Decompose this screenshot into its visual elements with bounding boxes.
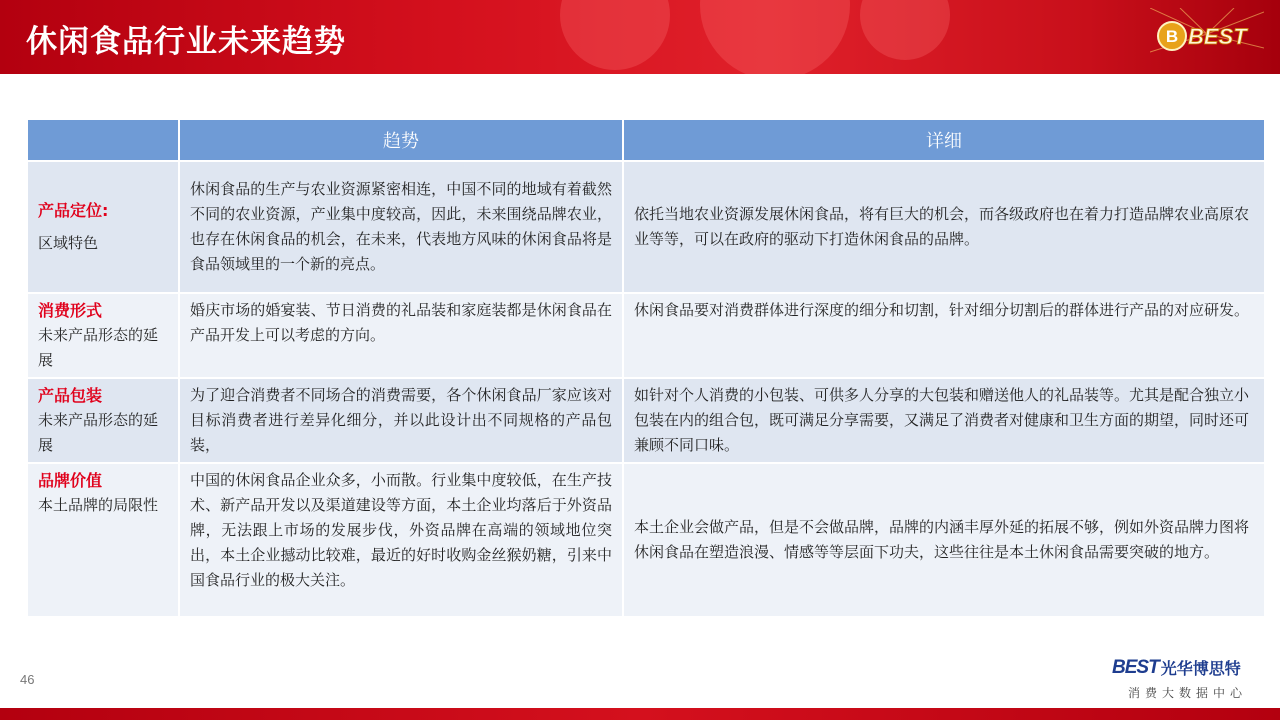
category-title: 品牌价值 <box>38 471 103 490</box>
slide-title: 休闲食品行业未来趋势 <box>26 24 346 60</box>
category-cell <box>27 293 179 378</box>
detail-cell: 休闲食品要对消费群体进行深度的细分和切割，针对细分切割后的群体进行产品的对应研发。 <box>623 293 1265 378</box>
table-row <box>27 463 1265 617</box>
category-subtitle: 区域特色 <box>38 234 99 252</box>
detail-cell: 依托当地农业资源发展休闲食品，将有巨大的机会，而各级政府也在着力打造品牌农业高原农业等等，可以在政府的驱动下打造休闲食品的品牌。 <box>623 161 1265 293</box>
bokeh-circle <box>700 0 850 74</box>
trend-cell: 中国的休闲食品企业众多，小而散。行业集中度较低，在生产技术、新产品开发以及渠道建设等方面，本土企业均落后于外资品牌，无法跟上市场的发展步伐，外资品牌在高端的领域地位突出，本土企业撼动比较难，最近的好时收购金丝猴奶糖，引来中国食品行业的极大关注。 <box>179 463 623 617</box>
trend-cell: 为了迎合消费者不同场合的消费需要，各个休闲食品厂家应该对目标消费者进行差异化细分，并以此设计出不同规格的产品包装， <box>179 378 623 463</box>
category-cell <box>27 463 179 617</box>
brand-row <box>1112 656 1241 679</box>
logo-top-text: BEST <box>1188 24 1247 49</box>
table-row <box>27 378 1265 463</box>
page-number: 46 <box>20 672 35 687</box>
bokeh-circle <box>560 0 670 70</box>
footer-bar <box>0 708 1280 720</box>
category-subtitle: 未来产品形态的延展 <box>38 411 159 454</box>
category-subtitle: 未来产品形态的延展 <box>38 326 159 369</box>
category-title: 消费形式 <box>38 301 103 320</box>
brand-cn: 光华博思特 <box>1160 659 1241 678</box>
header-category <box>27 119 179 161</box>
table-row <box>27 161 1265 293</box>
title-bar <box>0 0 1280 74</box>
table-header-row <box>27 119 1265 161</box>
trend-cell: 婚庆市场的婚宴装、节日消费的礼品装和家庭装都是休闲食品在产品开发上可以考虑的方向。 <box>179 293 623 378</box>
category-subtitle: 本土品牌的局限性 <box>38 496 159 514</box>
category-cell <box>27 161 179 293</box>
bokeh-circle <box>860 0 950 60</box>
header-detail: 详细 <box>623 119 1265 161</box>
header-trend: 趋势 <box>179 119 623 161</box>
detail-cell: 如针对个人消费的小包装、可供多人分享的大包装和赠送他人的礼品装等。尤其是配合独立小包装在内的组合包，既可满足分享需要，又满足了消费者对健康和卫生方面的期望，同时还可兼顾不同口味。 <box>623 378 1265 463</box>
detail-cell: 本土企业会做产品，但是不会做品牌，品牌的内涵丰厚外延的拓展不够，例如外资品牌力图将休闲食品在塑造浪漫、情感等等层面下功夫，这些往往是本土休闲食品需要突破的地方。 <box>623 463 1265 617</box>
table-row <box>27 293 1265 378</box>
svg-text:B: B <box>1165 27 1179 46</box>
trend-cell: 休闲食品的生产与农业资源紧密相连，中国不同的地域有着截然不同的农业资源，产业集中度较高，因此，未来围绕品牌农业，也存在休闲食品的机会，在未来，代表地方风味的休闲食品将是食品领域里的一个新的亮点。 <box>179 161 623 293</box>
best-logo-top <box>1150 8 1264 60</box>
best-logo-bottom <box>1112 656 1272 702</box>
trend-table <box>26 118 1264 606</box>
category-title: 产品定位: <box>38 201 109 220</box>
category-cell <box>27 378 179 463</box>
brand-en: BEST <box>1112 656 1159 678</box>
brand-subtitle: 消费大数据中心 <box>1128 686 1248 700</box>
category-title: 产品包装 <box>38 386 103 405</box>
